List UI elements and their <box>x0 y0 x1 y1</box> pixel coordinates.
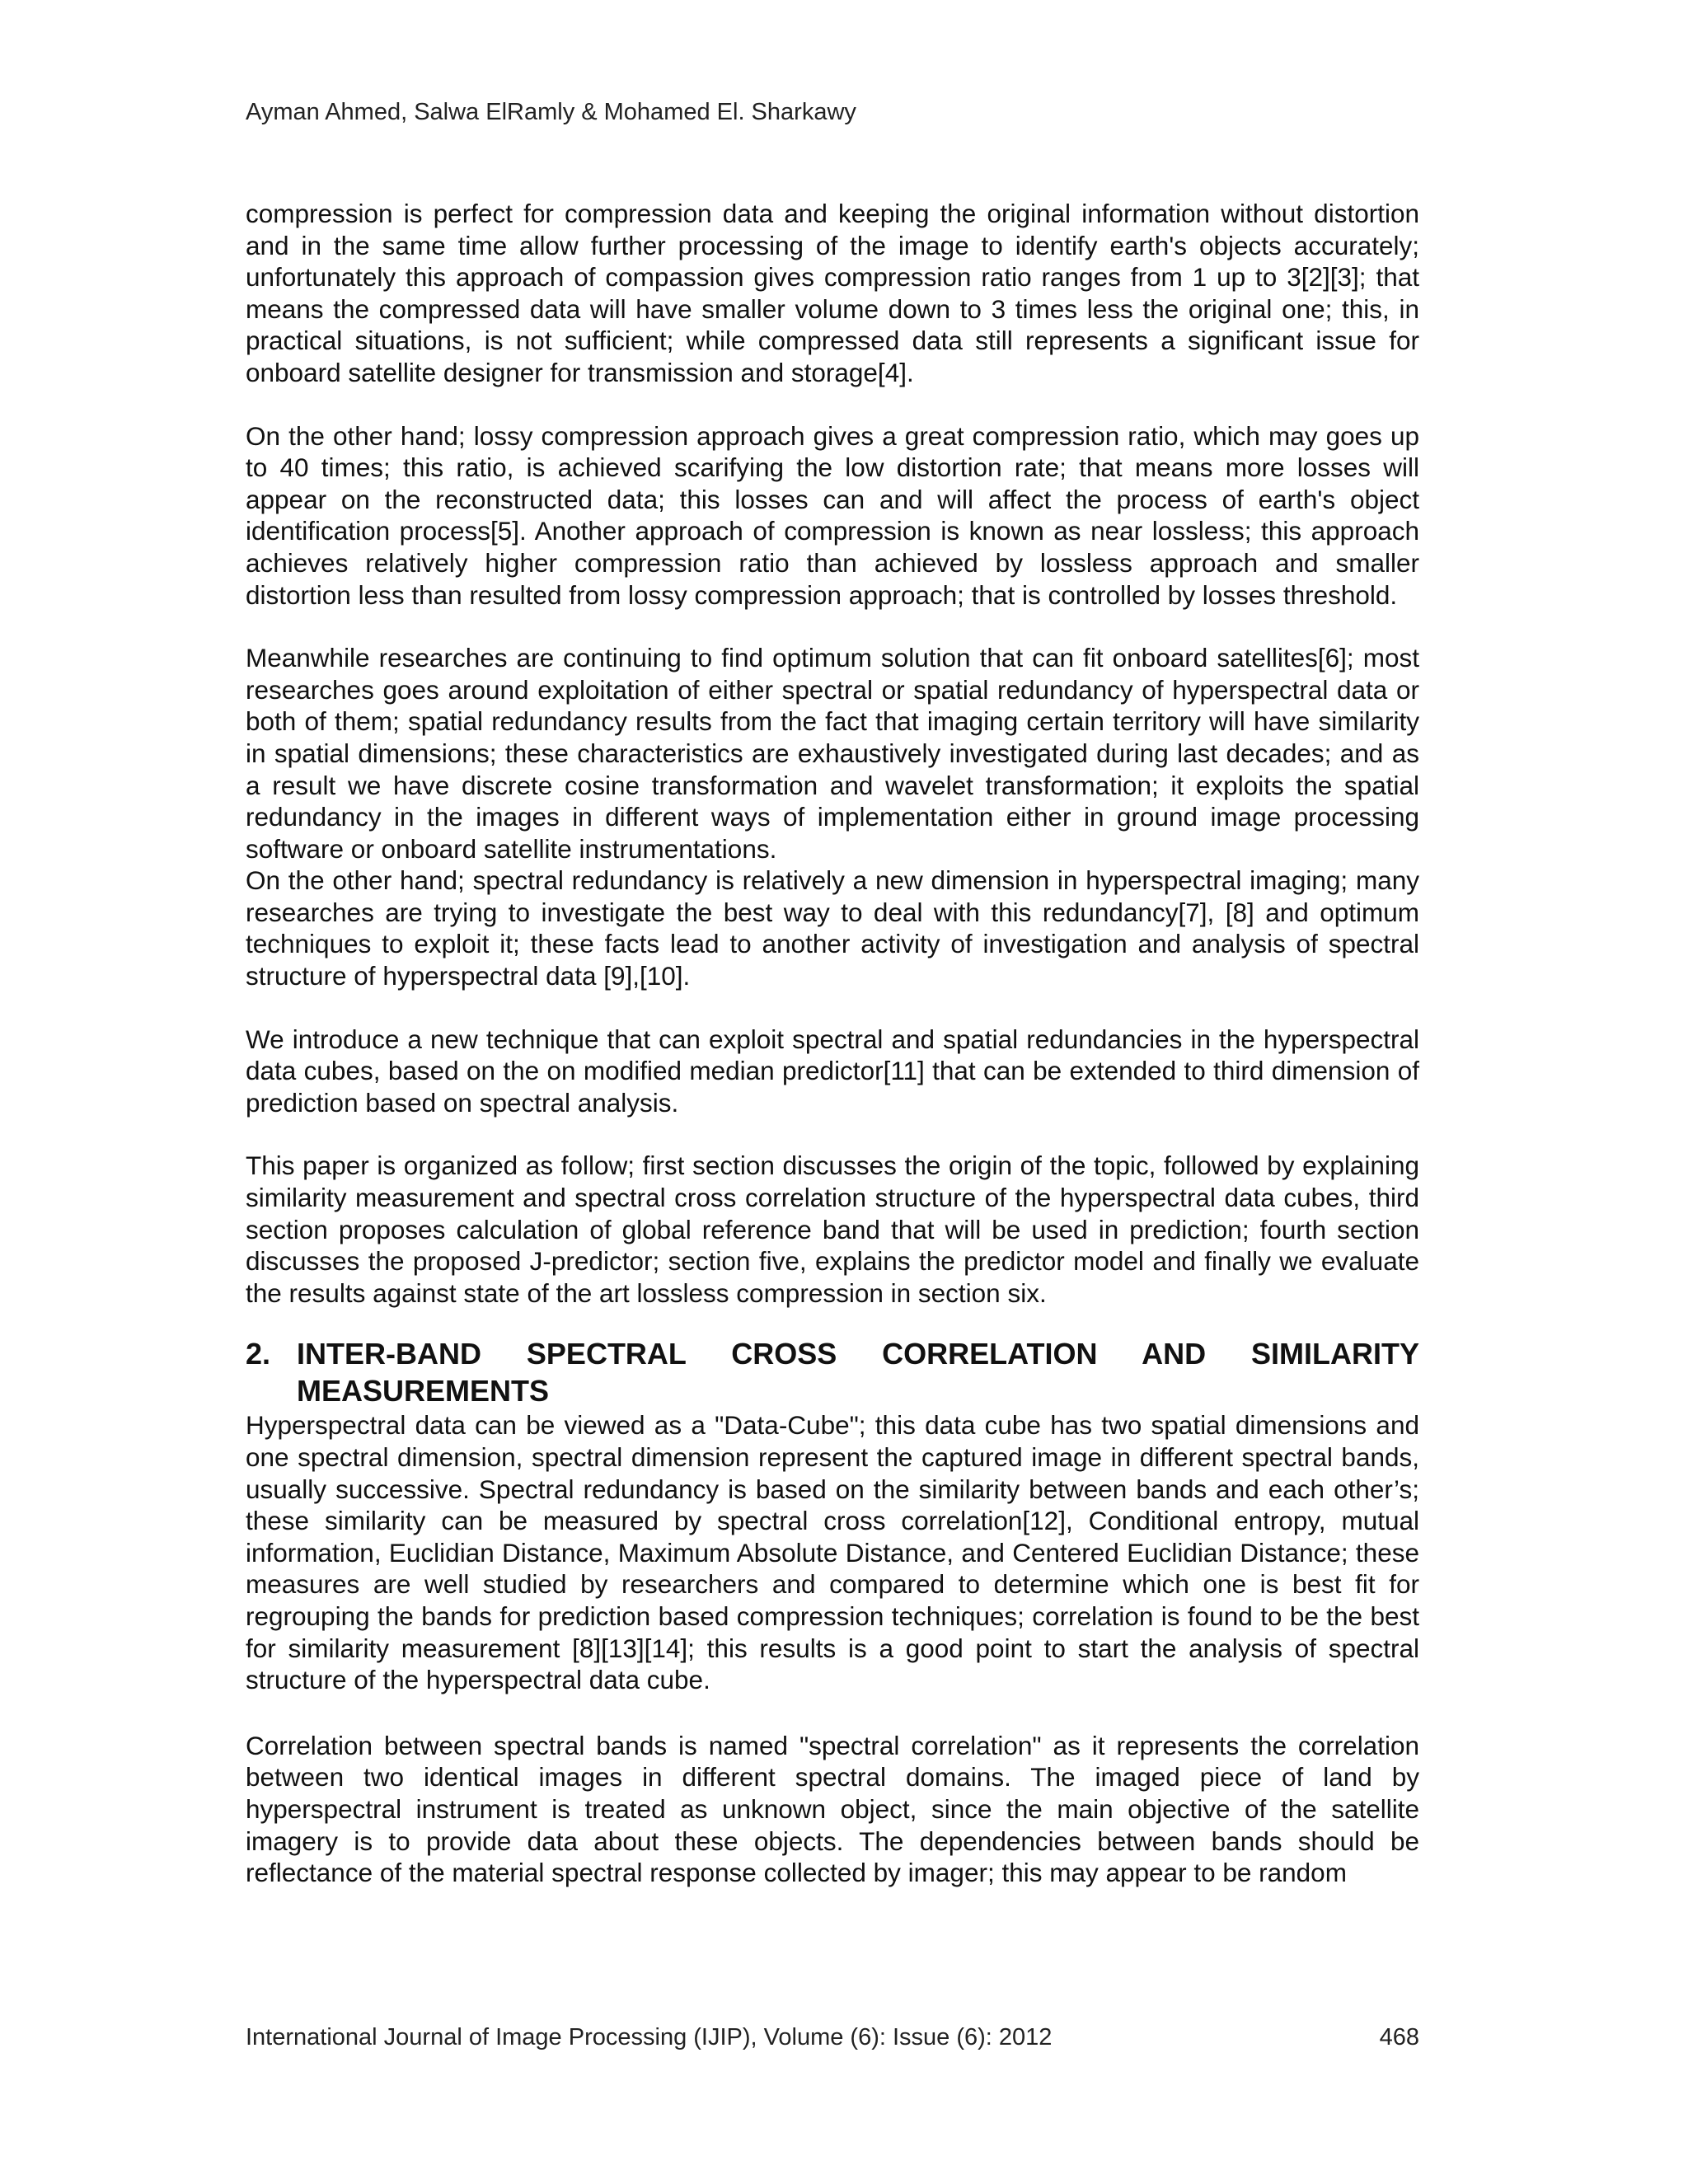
paragraph-lossless-compression: compression is perfect for compression data and keeping the original information without distortion and in the same time allow further processing of the image to identify earth's objects accurately; unfortunately this approach of compassion gives compression ratio ranges from 1 up to 3[2][3]; that means the compressed data will have smaller volume down to 3 times less the original one; this, in practical situations, is not sufficient; while compressed data still represents a significant issue for onboard satellite designer for transmission and storage[4]. <box>246 199 1419 387</box>
paragraph-gap <box>246 389 1419 420</box>
journal-citation: International Journal of Image Processing (IJIP), Volume (6): Issue (6): 2012 <box>246 2024 1053 2050</box>
paragraph-gap <box>246 1309 1419 1335</box>
paragraph-gap <box>246 992 1419 1024</box>
page-body <box>246 198 1419 1889</box>
paragraph-spectral-redundancy: On the other hand; spectral redundancy is relatively a new dimension in hyperspectral imaging; many researches are trying to investigate the best way to deal with this redundancy[7], [8] and optimum techniques to exploit it; these facts lead to another activity of investigation and analysis of spectral structure of hyperspectral data [9],[10]. <box>246 865 1419 991</box>
paragraph-data-cube: Hyperspectral data can be viewed as a "Data-Cube"; this data cube has two spatial dimensions and one spectral dimension, spectral dimension represent the captured image in different spectral bands, usually successive. Spectral redundancy is based on the similarity between bands and each other’s; these similarity can be measured by spectral cross correlation[12], Conditional entropy, mutual information, Euclidian Distance, Maximum Absolute Distance, and Centered Euclidian Distance; these measures are well studied by researchers and compared to determine which one is best fit for regrouping the bands for prediction based compression techniques; correlation is found to be the best for similarity measurement [8][13][14]; this results is a good point to start the analysis of spectral structure of the hyperspectral data cube. <box>246 1410 1419 1695</box>
paragraph-new-technique: We introduce a new technique that can exploit spectral and spatial redundancies in the hyperspectral data cubes, based on the on modified median predictor[11] that can be extended to third dimension of prediction based on spectral analysis. <box>246 1024 1419 1118</box>
section-title: INTER-BAND SPECTRAL CROSS CORRELATION AND SIMILARITY MEASUREMENTS <box>297 1337 1419 1408</box>
paragraph-spectral-correlation: Correlation between spectral bands is named "spectral correlation" as it represents the correlation between two identical images in different spectral domains. The imaged piece of land by hyperspectral instrument is treated as unknown object, since the main objective of the satellite imagery is to provide data about these objects. The dependencies between bands should be reflectance of the material spectral response collected by imager; this may appear to be random <box>246 1730 1419 1888</box>
section-number: 2. <box>246 1337 271 1371</box>
paragraph-redundancy-research: Meanwhile researches are continuing to find optimum solution that can fit onboard satellites[6]; most researches goes around exploitation of either spectral or spatial redundancy of hyperspectral data or both of them; spatial redundancy results from the fact that imaging certain territory will have similarity in spatial dimensions; these characteristics are exhaustively investigated during last decades; and as a result we have discrete cosine transformation and wavelet transformation; it exploits the spatial redundancy in the images in different ways of implementation either in ground image processing software or onboard satellite instrumentations. <box>246 643 1419 864</box>
paragraph-gap <box>246 611 1419 642</box>
paragraph-lossy-compression: On the other hand; lossy compression approach gives a great compression ratio, which may goes up to 40 times; this ratio, is achieved scarifying the low distortion rate; that means more losses will appear on the reconstructed data; this losses can and will affect the process of earth's object identification process[5]. Another approach of compression is known as near lossless; this approach achieves relatively higher compression ratio than achieved by lossless approach and smaller distortion less than resulted from lossy compression approach; that is controlled by losses threshold. <box>246 420 1419 610</box>
page-number: 468 <box>1379 2024 1419 2050</box>
paragraph-gap <box>246 1696 1419 1730</box>
section-heading <box>246 1335 1419 1409</box>
paragraph-paper-organization: This paper is organized as follow; first section discusses the origin of the topic, followed by explaining similarity measurement and spectral cross correlation structure of the hyperspectral data cubes, third section proposes calculation of global reference band that will be used in prediction; fourth section discusses the proposed J-predictor; section five, explains the predictor model and finally we evaluate the results against state of the art lossless compression in section six. <box>246 1151 1419 1308</box>
page-footer <box>246 2022 1419 2052</box>
paragraph-gap <box>246 1118 1419 1150</box>
running-header: Ayman Ahmed, Salwa ElRamly & Mohamed El. Sharkawy <box>246 99 856 125</box>
